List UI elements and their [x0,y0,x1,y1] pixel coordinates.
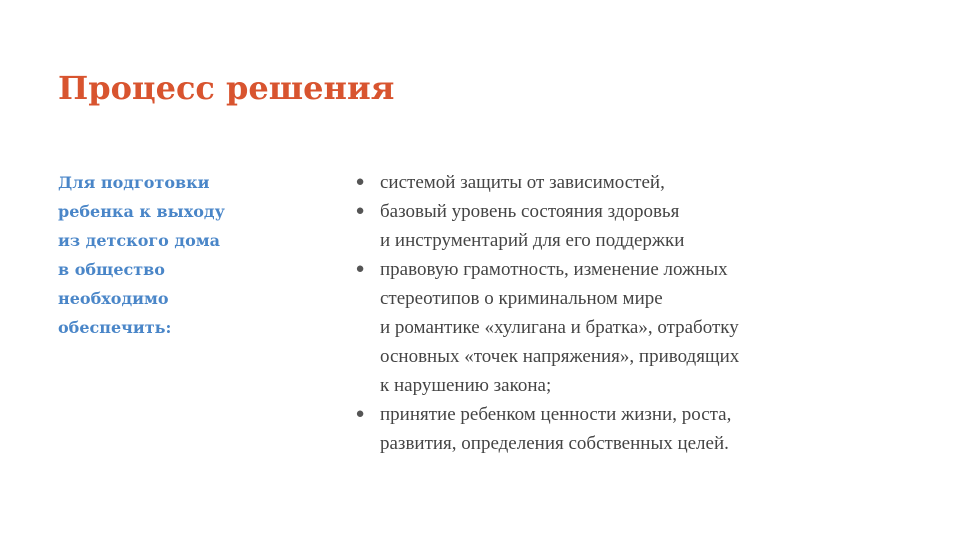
bullet-line: базовый уровень состояния здоровья [380,201,680,222]
intro-line: Для подготовки [58,173,210,192]
intro-line: ребенка к выходу [58,202,225,221]
bullet-item [352,197,852,255]
intro-line: в общество [58,260,165,279]
bullet-line: стереотипов о криминальном мире [380,288,663,309]
intro-text [58,168,288,342]
intro-line: обеспечить: [58,318,172,337]
bullet-line: принятие ребенком ценности жизни, роста, [380,404,732,425]
bullet-line: и инструментарий для его поддержки [380,230,685,251]
bullet-list [352,168,852,458]
bullet-line: и романтике «хулигана и братка», отработку [380,317,739,338]
bullet-dot-icon: ● [355,174,365,190]
bullet-dot-icon: ● [355,261,365,277]
bullet-line: развития, определения собственных целей. [380,433,729,454]
intro-line: необходимо [58,289,169,308]
bullet-item [352,400,852,458]
bullet-item [352,168,852,197]
bullet-line: основных «точек напряжения», приводящих [380,346,740,367]
bullet-dot-icon: ● [355,203,365,219]
bullet-line: к нарушению закона; [380,375,552,396]
bullet-item [352,255,852,400]
bullet-line: системой защиты от зависимостей, [380,172,665,193]
bullet-line: правовую грамотность, изменение ложных [380,259,728,280]
bullet-dot-icon: ● [355,406,365,422]
intro-line: из детского дома [58,231,221,250]
slide-title: Процесс решения [58,69,395,107]
